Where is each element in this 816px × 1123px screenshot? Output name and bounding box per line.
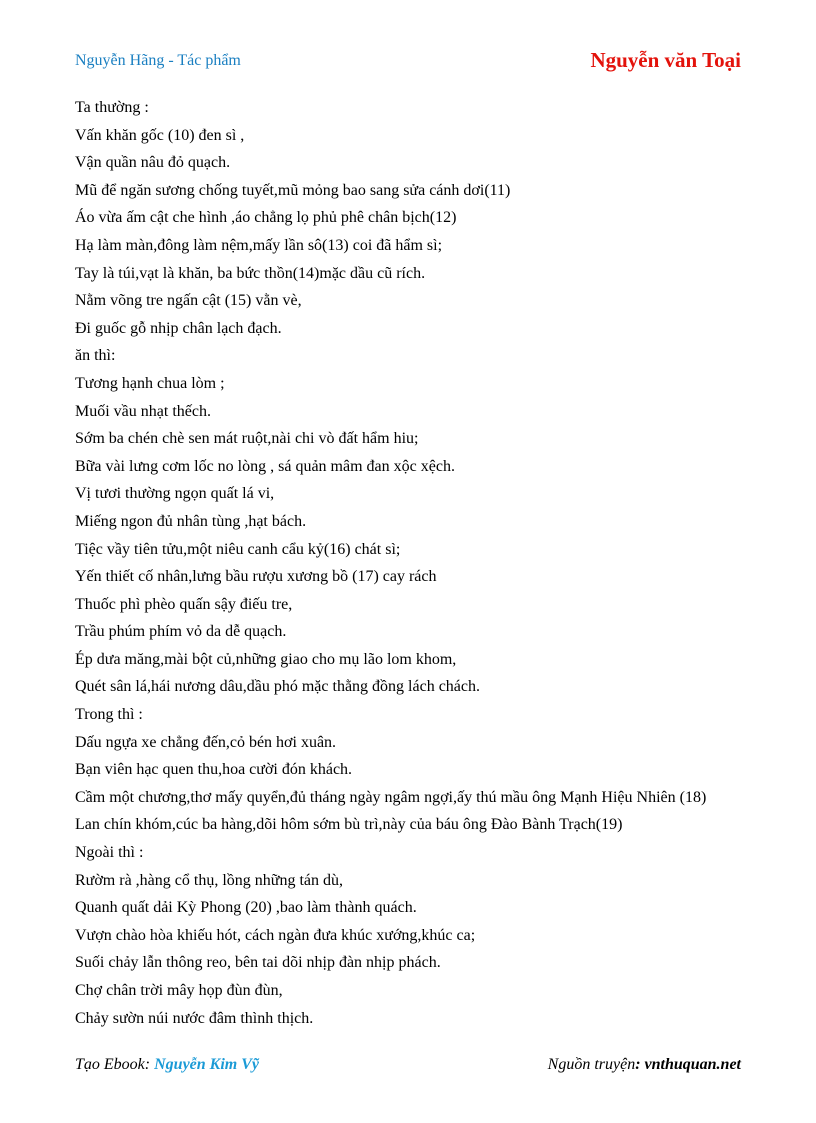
footer-source-site: vnthuquan.net [644, 1056, 741, 1073]
poem-line: Vượn chào hòa khiếu hót, cách ngàn đưa khúc xướng,khúc ca; [75, 926, 476, 944]
header-author: Nguyễn văn Toại [590, 48, 741, 72]
footer-ebook-label: Tạo Ebook [75, 1056, 145, 1073]
poem-line: Yến thiết cố nhân,lưng bầu rượu xương bồ (17) cay rách [75, 568, 437, 586]
poem-line: Hạ làm màn,đông làm nệm,mấy lần sô(13) coi đã hẩm sì; [75, 236, 443, 254]
poem-line: Quét sân lá,hái nương dâu,dầu phó mặc thằng đồng lách chách. [75, 678, 481, 696]
poem-line: Vấn khăn gốc (10) đen sì , [75, 126, 245, 144]
poem-line: Muối vầu nhạt thếch. [75, 402, 211, 420]
poem-body [75, 94, 775, 1032]
poem-line: Bữa vài lưng cơm lốc no lòng , sá quản mâm đan xộc xệch. [75, 457, 455, 475]
poem-line: Bạn viên hạc quen thu,hoa cười đón khách. [75, 761, 353, 779]
poem-line: Ép dưa măng,mài bột củ,những giao cho mụ lão lom khom, [75, 650, 457, 668]
footer-ebook-credit [75, 1056, 259, 1074]
poem-line: Dấu ngựa xe chẳng đến,cỏ bén hơi xuân. [75, 733, 337, 751]
poem-line: Tiệc vầy tiên tửu,một niêu canh cẩu kỷ(16) chát sì; [75, 540, 401, 558]
poem-line: Suối chảy lẫn thông reo, bên tai dõi nhịp đàn nhịp phách. [75, 954, 441, 972]
poem-line: ăn thì: [75, 347, 116, 365]
footer-source-separator: : [635, 1056, 645, 1073]
poem-line: Đi guốc gỗ nhịp chân lạch đạch. [75, 319, 282, 337]
poem-line: Sớm ba chén chè sen mát ruột,nài chi vò đất hẩm hiu; [75, 430, 419, 448]
footer-ebook-separator: : [144, 1056, 155, 1073]
poem-line: Vận quần nâu đỏ quạch. [75, 154, 231, 172]
footer-source-label: Nguồn truyện [547, 1056, 636, 1073]
poem-line: Cầm một chương,thơ mấy quyển,đủ tháng ngày ngâm ngợi,ấy thú mầu ông Mạnh Hiệu Nhiên (18) [75, 788, 707, 806]
poem-line: Ta thường : [75, 99, 149, 116]
header-book-title: Nguyễn Hãng - Tác phẩm [75, 52, 241, 69]
poem-line: Ngoài thì : [75, 844, 144, 862]
poem-line: Vị tươi thường ngọn quất lá vi, [75, 485, 275, 503]
poem-line: Trong thì : [75, 706, 143, 724]
poem-line: Mũ để ngăn sương chống tuyết,mũ mỏng bao sang sửa cánh dơi(11) [75, 181, 511, 199]
poem-line: Tay là túi,vạt là khăn, ba bức thồn(14)mặc dầu cũ rích. [75, 264, 426, 282]
footer-source-credit [548, 1056, 741, 1074]
poem-line: Quanh quất dải Kỳ Phong (20) ,bao làm thành quách. [75, 899, 417, 917]
poem-line: Rườm rà ,hàng cổ thụ, lồng những tán dù, [75, 871, 343, 889]
poem-line: Tương hạnh chua lòm ; [75, 374, 225, 392]
poem-line: Trầu phúm phím vỏ da dễ quạch. [75, 623, 287, 641]
poem-line: Thuốc phì phèo quấn sậy điếu tre, [75, 595, 293, 613]
poem-line: Chảy sườn núi nước đâm thình thịch. [75, 1009, 314, 1027]
poem-line: Chợ chân trời mây họp đùn đùn, [75, 982, 283, 999]
poem-line: Lan chín khóm,cúc ba hàng,dõi hôm sớm bù trì,này của báu ông Đào Bành Trạch(19) [75, 816, 623, 834]
poem-line: Áo vừa ấm cật che hình ,áo chẳng lọ phủ phê chân bịch(12) [75, 209, 457, 227]
footer-ebook-creator: Nguyễn Kim Vỹ [154, 1056, 259, 1073]
poem-line: Nằm võng tre ngấn cật (15) vằn vè, [75, 292, 302, 310]
poem-line: Miếng ngon đủ nhân tùng ,hạt bách. [75, 512, 307, 530]
